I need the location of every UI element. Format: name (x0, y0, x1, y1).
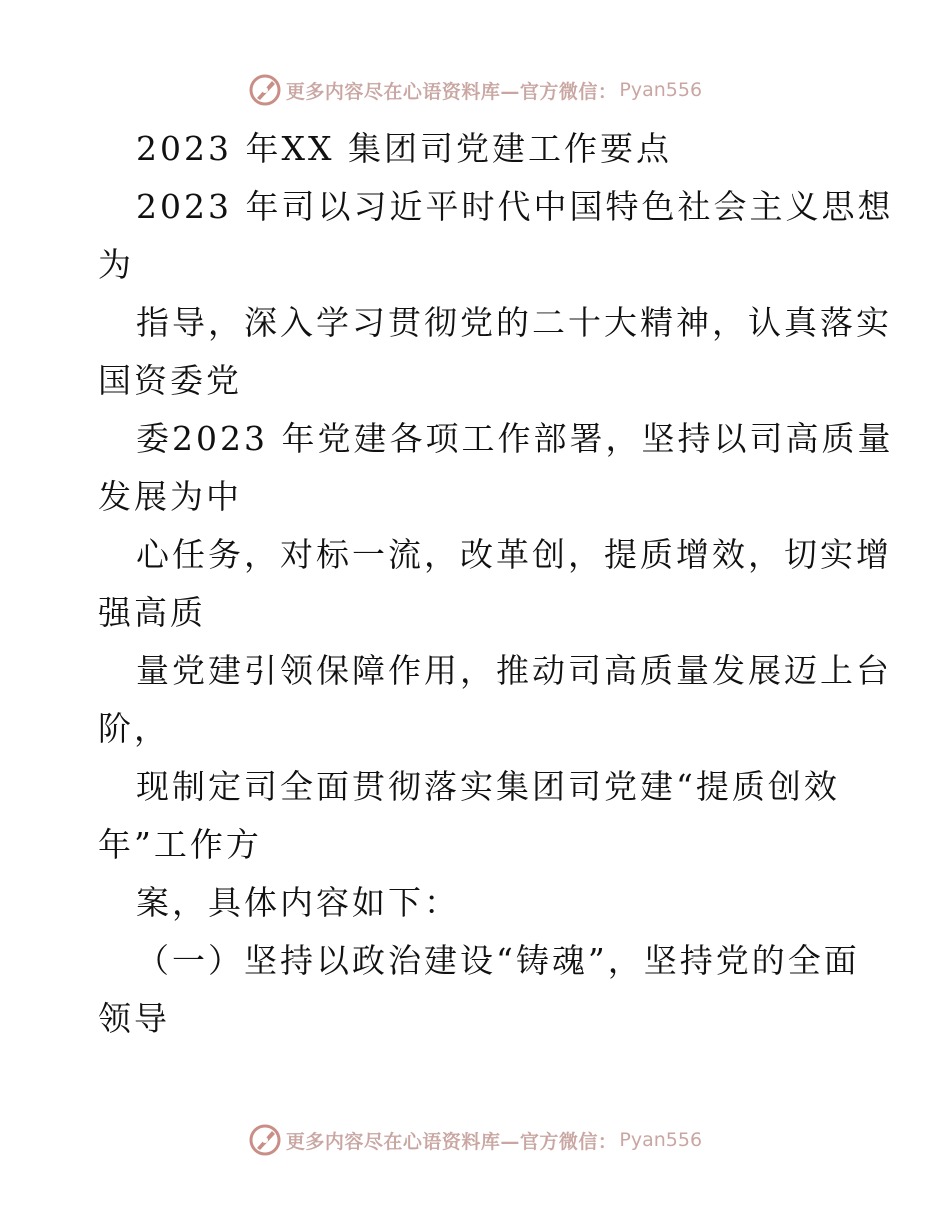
doc-line: 2023 年司以习近平时代中国特色社会主义思想 (136, 187, 894, 226)
doc-line: 年”工作方 (98, 825, 262, 864)
section-heading: （一）坚持以政治建设“铸魂”，坚持党的全面 (136, 941, 860, 980)
doc-line: 强高质 (98, 593, 206, 632)
doc-line: 国资委党 (98, 361, 242, 400)
pen-logo-icon (248, 1123, 282, 1157)
watermark-text: 更多内容尽在心语资料库—官方微信： (285, 80, 618, 103)
doc-line: 阶， (98, 709, 170, 748)
watermark-footer (0, 1120, 950, 1160)
doc-line: 量党建引领保障作用，推动司高质量发展迈上台 (136, 651, 892, 690)
watermark-header (0, 70, 950, 110)
watermark-account: Pyan556 (619, 1129, 703, 1151)
watermark-text: 更多内容尽在心语资料库—官方微信： (285, 1130, 618, 1153)
doc-line: 现制定司全面贯彻落实集团司党建“提质创效 (136, 767, 840, 806)
doc-line: 指导，深入学习贯彻党的二十大精神，认真落实 (136, 303, 892, 342)
doc-line: 案，具体内容如下： (136, 883, 460, 922)
doc-line: 发展为中 (98, 477, 242, 516)
doc-line: 为 (98, 245, 134, 284)
watermark-account: Pyan556 (619, 79, 703, 101)
doc-line: 领导 (98, 999, 170, 1038)
doc-line: 委2023 年党建各项工作部署，坚持以司高质量 (136, 419, 894, 458)
pen-logo-icon (248, 73, 282, 107)
document-body (98, 120, 894, 1048)
doc-title: 2023 年XX 集团司党建工作要点 (136, 129, 672, 168)
doc-line: 心任务，对标一流，改革创，提质增效，切实增 (136, 535, 892, 574)
